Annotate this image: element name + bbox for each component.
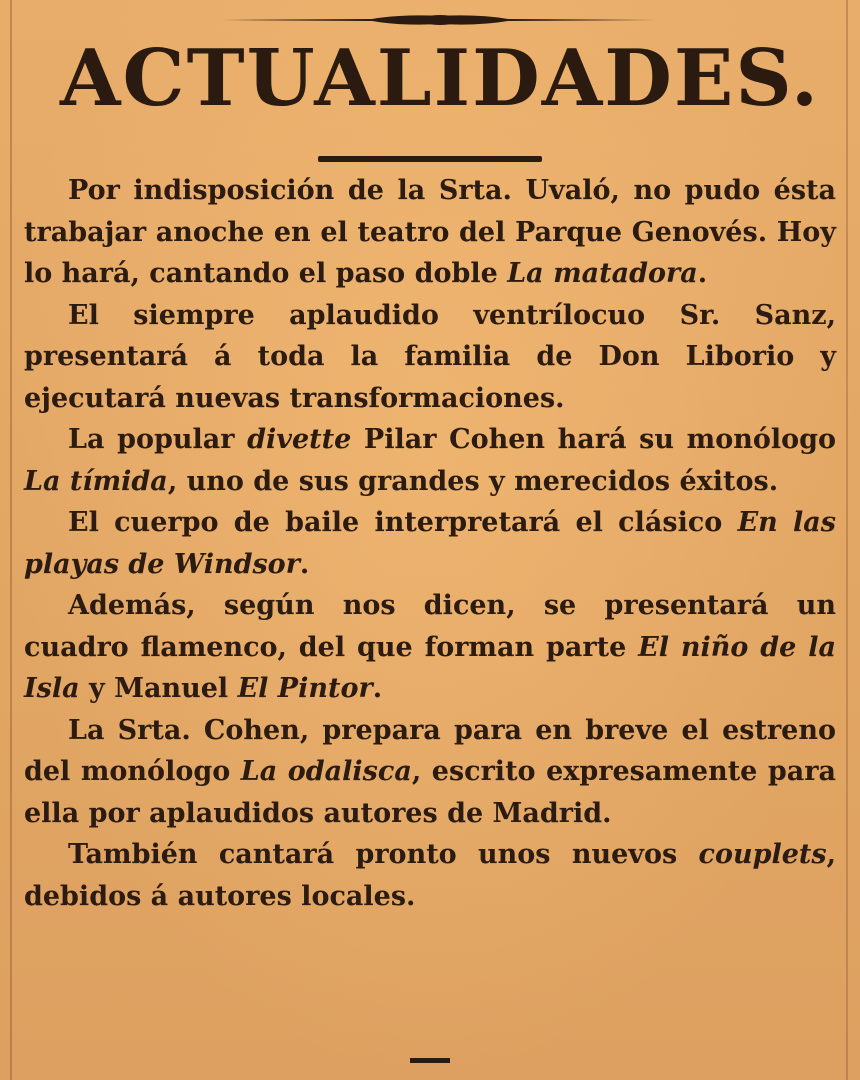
italic-title: La matadora [507,258,698,289]
article-paragraph [24,419,836,502]
paragraph-text: . [372,673,383,704]
paragraph-text: Pilar Cohen hará su monólogo [351,424,836,455]
headline: ACTUALIDADES. [60,33,821,124]
italic-title: El Pintor [237,673,373,704]
paragraph-text: . [299,548,310,580]
paragraph-text: y Manuel [79,673,238,704]
article-paragraph [24,170,836,295]
paragraph-text: Por indisposición de la Srta. Uvaló, no pudo ésta trabajar anoche en el teatro del Parque Genovés. Hoy lo hará, cantando el paso doble [24,175,836,289]
end-dash [410,1058,450,1063]
italic-title: La odalisca [240,756,412,787]
paragraph-text: Además, según nos dicen, se presentará un cuadro flamenco, del que forman parte [24,590,836,663]
paragraph-text: , escrito expresamente para ella por aplaudidos autores de Madrid. [24,756,836,829]
paragraph-text: , debidos á autores locales. [24,839,836,912]
article-paragraph [24,585,836,710]
paragraph-text: El siempre aplaudido ventrílocuo Sr. Sanz, presentará á toda la familia de Don Liborio y ejecutará nuevas transformaciones. [24,299,836,414]
italic-title: El niño de la Isla [24,631,836,704]
article-body [24,170,836,917]
paragraph-text: También cantará pronto unos nuevos [68,839,699,870]
column-rule-left [10,0,12,1080]
paragraph-text: El cuerpo de baile interpretará el clásico [68,507,738,538]
article-paragraph [24,502,836,585]
paragraph-text: . [697,258,708,289]
italic-title: La tímida [24,465,168,497]
italic-title: divette [247,424,352,455]
headline-rule [318,156,542,162]
paragraph-text: La Srta. Cohen, prepara para en breve el estreno del monólogo [24,714,836,787]
paragraph-text: , uno de sus grandes y merecidos éxitos. [167,465,779,497]
paragraph-text: La popular [68,424,248,455]
italic-title: couplets [698,839,827,870]
article-paragraph [24,834,836,917]
column-rule-right [846,0,848,1080]
italic-title: En las playas de Windsor [24,507,837,580]
ornamental-rule [222,12,658,28]
article-paragraph [24,295,836,420]
article-paragraph [24,710,836,835]
